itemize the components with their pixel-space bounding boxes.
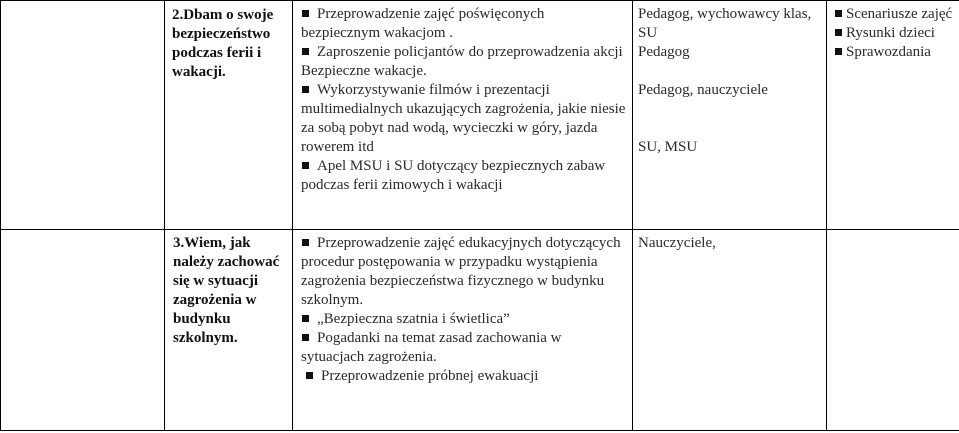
responsible-item: Pedagog	[638, 44, 690, 60]
responsible-list	[633, 230, 826, 253]
list-item: Przeprowadzenie zajęć poświęconych bezpiecznym wakacjom .	[301, 6, 545, 41]
goal-cell	[165, 230, 293, 431]
responsible-cell	[633, 1, 827, 230]
square-bullet-icon	[302, 86, 309, 93]
list-item: Rysunki dzieci	[834, 24, 959, 43]
square-bullet-icon	[302, 239, 309, 246]
list-item: Apel MSU i SU dotyczący bezpiecznych zabaw podczas ferii zimowych i wakacji	[301, 158, 606, 193]
activities-list	[293, 1, 632, 195]
list-item: Pogadanki na temat zasad zachowania w sytuacjach zagrożenia.	[301, 330, 562, 365]
activities-cell	[293, 230, 633, 431]
goal-cell	[165, 1, 293, 230]
list-item: Zaproszenie policjantów do przeprowadzenia akcji Bezpieczne wakacje.	[301, 44, 623, 79]
list-item: Sprawozdania	[834, 43, 959, 62]
responsible-item: Nauczyciele,	[638, 235, 716, 251]
goal-text: 2.Dbam o swoje bezpieczeństwo podczas ferii i wakacji.	[172, 7, 274, 80]
empty-cell	[1, 1, 165, 230]
goal-text: 3.Wiem, jak należy zachować się w sytuacji zagrożenia w budynku szkolnym.	[173, 235, 280, 346]
square-bullet-icon	[302, 315, 309, 322]
responsible-cell	[633, 230, 827, 431]
square-bullet-icon	[302, 10, 309, 17]
table-row	[1, 1, 959, 230]
empty-cell	[1, 230, 165, 431]
list-item: Przeprowadzenie próbnej ewakuacji	[301, 367, 626, 386]
responsible-list	[633, 1, 826, 157]
results-cell	[827, 230, 959, 431]
square-bullet-icon	[306, 372, 313, 379]
responsible-item: Pedagog, nauczyciele	[638, 82, 768, 98]
activities-cell	[293, 1, 633, 230]
list-item: Przeprowadzenie zajęć edukacyjnych dotyczących procedur postępowania w przypadku wystąpienia zagrożenia bezpieczeństwa fizycznego w budynku szkolnym.	[301, 235, 621, 308]
square-bullet-icon	[302, 334, 309, 341]
square-bullet-icon	[835, 29, 842, 36]
responsible-item: SU, MSU	[638, 139, 698, 155]
table-row	[1, 230, 959, 431]
responsible-item: Pedagog, wychowawcy klas, SU	[638, 6, 812, 41]
square-bullet-icon	[302, 162, 309, 169]
square-bullet-icon	[302, 48, 309, 55]
results-cell	[827, 1, 959, 230]
list-item: Scenariusze zajęć	[834, 5, 959, 24]
list-item: Wykorzystywanie filmów i prezentacji multimedialnych ukazujących zagrożenia, jakie niesie za sobą pobyt nad wodą, wycieczki w góry, jazda rowerem itd	[301, 82, 626, 155]
results-list	[827, 1, 959, 62]
list-item: „Bezpieczna szatnia i świetlica”	[301, 310, 626, 329]
square-bullet-icon	[835, 10, 842, 17]
activities-list	[293, 230, 632, 386]
square-bullet-icon	[835, 48, 842, 55]
